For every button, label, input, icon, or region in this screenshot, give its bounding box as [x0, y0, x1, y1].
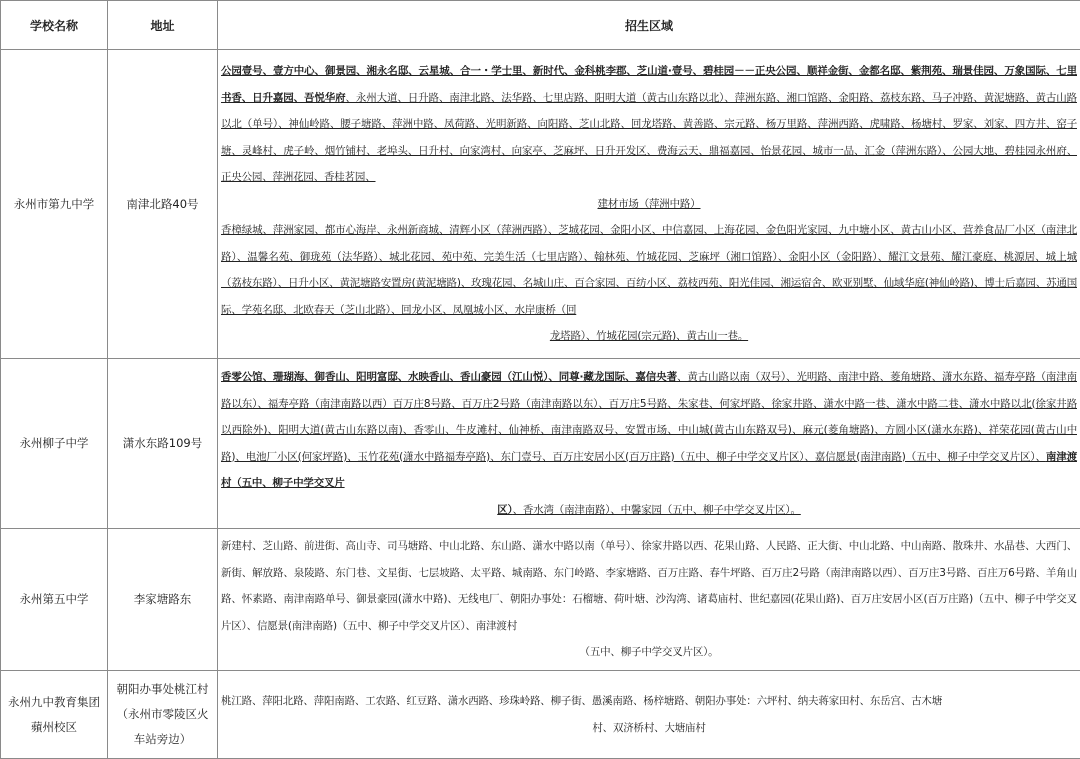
table-row — [1, 671, 1080, 759]
area-text-end: （五中、柳子中学交叉片区）。 — [221, 639, 1077, 666]
enrollment-area — [218, 359, 1080, 529]
school-address: 潇水东路109号 — [108, 359, 218, 529]
area-text-2-end: 龙塔路）、竹城花园(宗元路)、黄古山一巷。 — [221, 323, 1077, 350]
school-name: 永州九中教育集团蘋州校区 — [1, 671, 108, 759]
enrollment-area — [218, 529, 1080, 671]
school-name: 永州市第九中学 — [1, 50, 108, 359]
area-text-2: 香樟绿城、萍洲家园、都市心海岸、永州新商城、清辉小区（萍洲西路）、芝城花园、金阳小区、中信嘉园、上海花园、金色阳光家园、九中塘小区、黄古山小区、营养食品厂小区（南津北路）、温馨名苑、御珑苑（法华路）、城北花园、苑中苑、完美生活（七里店路）、翰林苑、竹城花园、芝麻坪（湘口馆路）、金阳小区（金阳路）、耀江文景苑、耀江豪庭、桃源居、城上城（荔枝东路）、日升小区、黄泥塘路安置房(黄泥塘路)、玫瑰花园、名城山庄、百合家园、百纺小区、荔枝西苑、阳光佳园、湘运宿舍、欧亚别墅、仙域华庭(神仙岭路)、博士后嘉园、苏通国际、学苑名邸、北欧春天（芝山北路）、回龙小区、凤凰城小区、水岸康桥（回 — [221, 217, 1077, 323]
school-address: 李家塘路东 — [108, 529, 218, 671]
area-text-end: 建材市场（萍洲中路） — [221, 191, 1077, 218]
header-address: 地址 — [108, 1, 218, 50]
area-text-end: 、香水湾（南津南路）、中馨家园（五中、柳子中学交叉片区）。 — [513, 504, 801, 516]
area-highlight-2-end: 区） — [497, 504, 512, 516]
area-highlight: 香零公馆、珊瑚海、御香山、阳明富邸、水映香山、香山豪园（江山悦）、同尊·藏龙国际、嘉信央著 — [221, 371, 677, 383]
enrollment-area — [218, 50, 1080, 359]
table-row — [1, 359, 1080, 529]
school-name: 永州第五中学 — [1, 529, 108, 671]
school-address: 南津北路40号 — [108, 50, 218, 359]
area-text: 、永州大道、日升路、南津北路、法华路、七里店路、阳明大道（黄古山东路以北）、萍洲东路、湘口馆路、金阳路、荔枝东路、马子冲路、黄泥塘路、黄古山路以北（单号）、神仙岭路、腰子塘路、萍洲中路、凤荷路、光明新路、向阳路、芝山北路、回龙塔路、黄善路、宗元路、杨万里路、萍洲西路、虎啸路、杨塘村、罗家、刘家、四方井、窑子塘、灵峰村、虎子岭、烟竹铺村、老埠头、日升村、向家湾村、向家亭、芝麻坪、日升开发区、费海云天、鼎福嘉园、怡景花园、城市一品、汇金（萍洲东路）、公园大地、碧桂园永州府、正央公园、萍洲花园、香桂茗园、 — [221, 92, 1077, 184]
school-name: 永州柳子中学 — [1, 359, 108, 529]
header-area: 招生区域 — [218, 1, 1080, 50]
school-address: 朝阳办事处桃江村（永州市零陵区火车站旁边） — [108, 671, 218, 759]
table-row — [1, 529, 1080, 671]
header-school: 学校名称 — [1, 1, 108, 50]
area-highlight-2: 南津渡村（五中、柳子中学交叉片 — [221, 451, 1077, 490]
enrollment-area — [218, 671, 1080, 759]
area-text: 新建村、芝山路、前进街、高山寺、司马塘路、中山北路、东山路、潇水中路以南（单号）、徐家井路以西、花果山路、人民路、正大街、中山北路、中山南路、散珠井、水晶巷、大西门、新街、解放路、泉陵路、东门巷、文星街、七层坡路、太平路、城南路、东门岭路、李家塘路、百万庄路、春牛坪路、百万庄2号路（南津南路以西）、百万庄3号路、百庄万6号路、羊角山路、怀素路、南津南路单号、御景豪园(潇水中路)、无线电厂、朝阳办事处：石榴塘、荷叶塘、沙沟湾、诸葛庙村、世纪嘉园(花果山路)、百万庄安居小区(百万庄路)（五中、柳子中学交叉片区）、信愿景(南津南路)（五中、柳子中学交叉片区）、南津渡村 — [221, 533, 1077, 639]
area-text: 、黄古山路以南（双号）、光明路、南津中路、菱角塘路、潇水东路、福寿亭路（南津南路以东）、福寿亭路（南津南路以西）百万庄8号路、百万庄2号路（南津南路以东）、百万庄5号路、朱家巷、何家坪路、徐家井路、潇水中路一巷、潇水中路二巷、潇水中路以北(徐家井路以西除外)、阳明大道(黄古山东路以南)、香零山、牛皮滩村、仙神桥、南津南路双号、安置市场、中山城(黄古山东路双号)、麻元(菱角塘路)、方圆小区(潇水东路)、祥荣花园(黄古山中路)、电池厂小区(何家坪路)、玉竹花苑(潇水中路福寿亭路)、东门壹号、百万庄安居小区(百万庄路)（五中、柳子中学交叉片区）、嘉信愿景(南津南路)（五中、柳子中学交叉片区）、 — [221, 371, 1077, 463]
area-text: 桃江路、萍阳北路、萍阳南路、工农路、红豆路、潇水西路、珍珠岭路、柳子街、愚溪南路、杨梓塘路、朝阳办事处：六坪村、纳夫蒋家田村、东岳宫、古木塘 — [221, 688, 1077, 715]
area-text-end: 村、双济桥村、大塘庙村 — [221, 715, 1077, 742]
table-row — [1, 50, 1080, 359]
header-row — [1, 1, 1080, 50]
area-highlight: 公园壹号、壹方中心、御景园、湘永名邸、云星城、合一・学士里、新时代、金科桃李郡、芝山道·壹号、碧桂园－－正央公园、顺祥金街、金都名邸、紫荆苑、瑞景佳园、万象国际、七里书香、日升嘉园、吾悦华府 — [221, 65, 1077, 104]
